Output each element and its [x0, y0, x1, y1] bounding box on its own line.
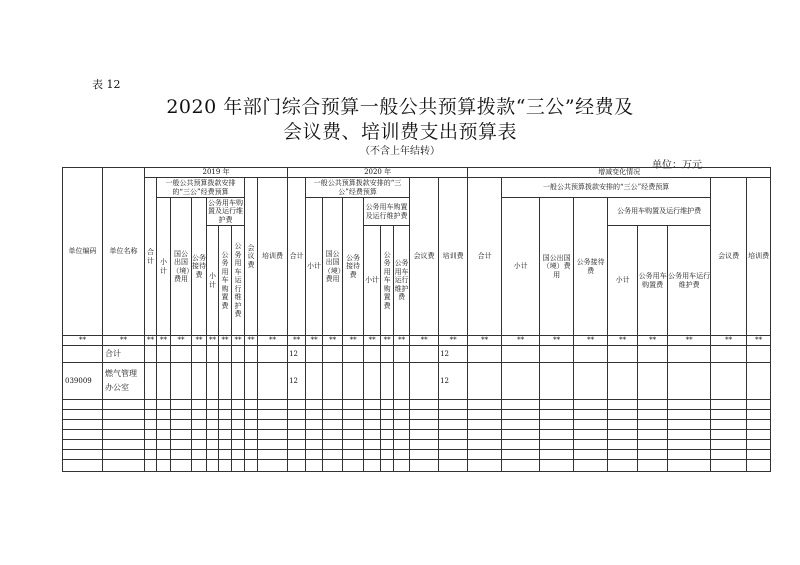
document-title-line2: 会议费、培训费支出预算表 — [282, 121, 517, 143]
header-2020-reception: 公务接待费 — [343, 198, 364, 336]
header-2019-abroad: 国公出国（境）费用 — [171, 198, 192, 336]
table-row — [63, 450, 771, 460]
header-2020-meeting: 会议费 — [410, 178, 439, 336]
marker-cell: ** — [468, 336, 502, 346]
header-2019-total: 合计 — [145, 178, 157, 336]
marker-cell: ** — [219, 336, 232, 346]
marker-cell: ** — [394, 336, 410, 346]
row-total-2020: 12 — [288, 346, 306, 363]
document-subtitle: （不含上年结转） — [360, 146, 440, 157]
header-change-reception: 公务接待费 — [574, 198, 608, 336]
row-training-2020: 12 — [439, 363, 468, 400]
marker-cell: ** — [381, 336, 394, 346]
table-row — [63, 346, 771, 363]
row-training-2020: 12 — [439, 346, 468, 363]
header-change-vehicle-operation: 公务用车运行维护费 — [668, 226, 711, 336]
marker-cell: ** — [245, 336, 258, 346]
marker-cell: ** — [157, 336, 171, 346]
marker-cell: ** — [638, 336, 668, 346]
header-2020-vehicle-purchase: 公务用车购置费 — [381, 226, 394, 336]
header-2020-training: 培训费 — [439, 178, 468, 336]
marker-cell: ** — [258, 336, 288, 346]
header-2020-vehicle: 公务用车购置及运行维护费 — [364, 198, 410, 226]
marker-cell: ** — [192, 336, 207, 346]
marker-cell: ** — [232, 336, 245, 346]
marker-cell: ** — [711, 336, 747, 346]
header-2020: 2020 年 — [288, 168, 468, 178]
header-2020-vehicle-subtotal: 小计 — [364, 226, 381, 336]
marker-cell: ** — [171, 336, 192, 346]
header-change-abroad: 国公出国（境）费用 — [540, 198, 574, 336]
marker-row — [63, 336, 771, 346]
table-row — [63, 440, 771, 450]
table-row — [63, 420, 771, 430]
header-2019-vehicle: 公务用车购置及运行维护费 — [208, 198, 243, 224]
header-2019-subtotal: 小计 — [157, 198, 171, 336]
marker-cell: ** — [608, 336, 638, 346]
marker-cell: ** — [574, 336, 608, 346]
budget-table — [62, 167, 771, 472]
table-row — [63, 460, 771, 472]
header-2020-abroad: 国公出国（境）费用 — [323, 198, 343, 336]
table-row — [63, 430, 771, 440]
marker-cell: ** — [410, 336, 439, 346]
table-number: 表 12 — [92, 78, 121, 91]
marker-cell: ** — [288, 336, 306, 346]
unit-label: 单位：万元 — [652, 160, 702, 171]
table-row — [63, 400, 771, 410]
marker-cell: ** — [145, 336, 157, 346]
table-row — [63, 363, 771, 400]
row-unit-name: 燃气管理办公室 — [103, 363, 145, 400]
header-2020-subtotal: 小计 — [306, 198, 323, 336]
header-unit-name: 单位名称 — [103, 168, 145, 336]
header-2019: 2019 年 — [145, 168, 288, 178]
marker-cell: ** — [502, 336, 540, 346]
header-2019-vehicle-operation: 公务用车运行维护费 — [232, 226, 245, 336]
header-change-vehicle-subtotal: 小计 — [608, 226, 638, 336]
marker-cell: ** — [323, 336, 343, 346]
marker-cell: ** — [306, 336, 323, 346]
header-2019-meeting: 会议费 — [245, 178, 258, 336]
marker-cell: ** — [343, 336, 364, 346]
marker-cell: ** — [439, 336, 468, 346]
row-unit-code: 039009 — [63, 363, 103, 400]
header-2020-total: 合计 — [288, 178, 306, 336]
header-2019-reception: 公务接待费 — [192, 198, 207, 336]
marker-cell: ** — [103, 336, 145, 346]
marker-cell: ** — [747, 336, 771, 346]
table-row — [63, 410, 771, 420]
document-title-line1: 2020 年部门综合预算一般公共预算拨款“三公”经费及 — [166, 96, 634, 118]
row-total-2020: 12 — [288, 363, 306, 400]
header-2019-vehicle-subtotal: 小计 — [207, 226, 219, 336]
header-change-total: 合计 — [468, 178, 502, 336]
row-unit-code — [63, 346, 103, 363]
header-row-three-public — [63, 178, 771, 198]
header-row-year — [63, 168, 771, 178]
marker-cell: ** — [540, 336, 574, 346]
header-2019-vehicle-purchase: 公务用车购置费 — [219, 226, 232, 336]
header-2019-three-public: 一般公共预算拨款安排的“三公”经费预算 — [157, 178, 245, 198]
marker-cell: ** — [207, 336, 219, 346]
header-2020-three-public: 一般公共预算拨款安排的“三公”经费预算 — [306, 178, 410, 198]
marker-cell: ** — [364, 336, 381, 346]
header-change-vehicle: 公务用车购置及运行维护费 — [608, 198, 711, 226]
header-change-three-public: 一般公共预算拨款安排的“三公”经费预算 — [502, 178, 711, 198]
header-change-meeting: 会议费 — [711, 178, 747, 336]
header-unit-code: 单位编码 — [63, 168, 103, 336]
row-unit-name: 合计 — [103, 346, 145, 363]
header-change-vehicle-purchase: 公务用车购置费 — [638, 226, 668, 336]
marker-cell: ** — [63, 336, 103, 346]
header-2020-vehicle-operation: 公务用车运行维护费 — [394, 226, 410, 336]
header-change: 增减变化情况 — [468, 168, 771, 178]
header-change-training: 培训费 — [747, 178, 771, 336]
header-2019-training: 培训费 — [258, 178, 288, 336]
header-change-subtotal: 小计 — [502, 198, 540, 336]
marker-cell: ** — [668, 336, 711, 346]
